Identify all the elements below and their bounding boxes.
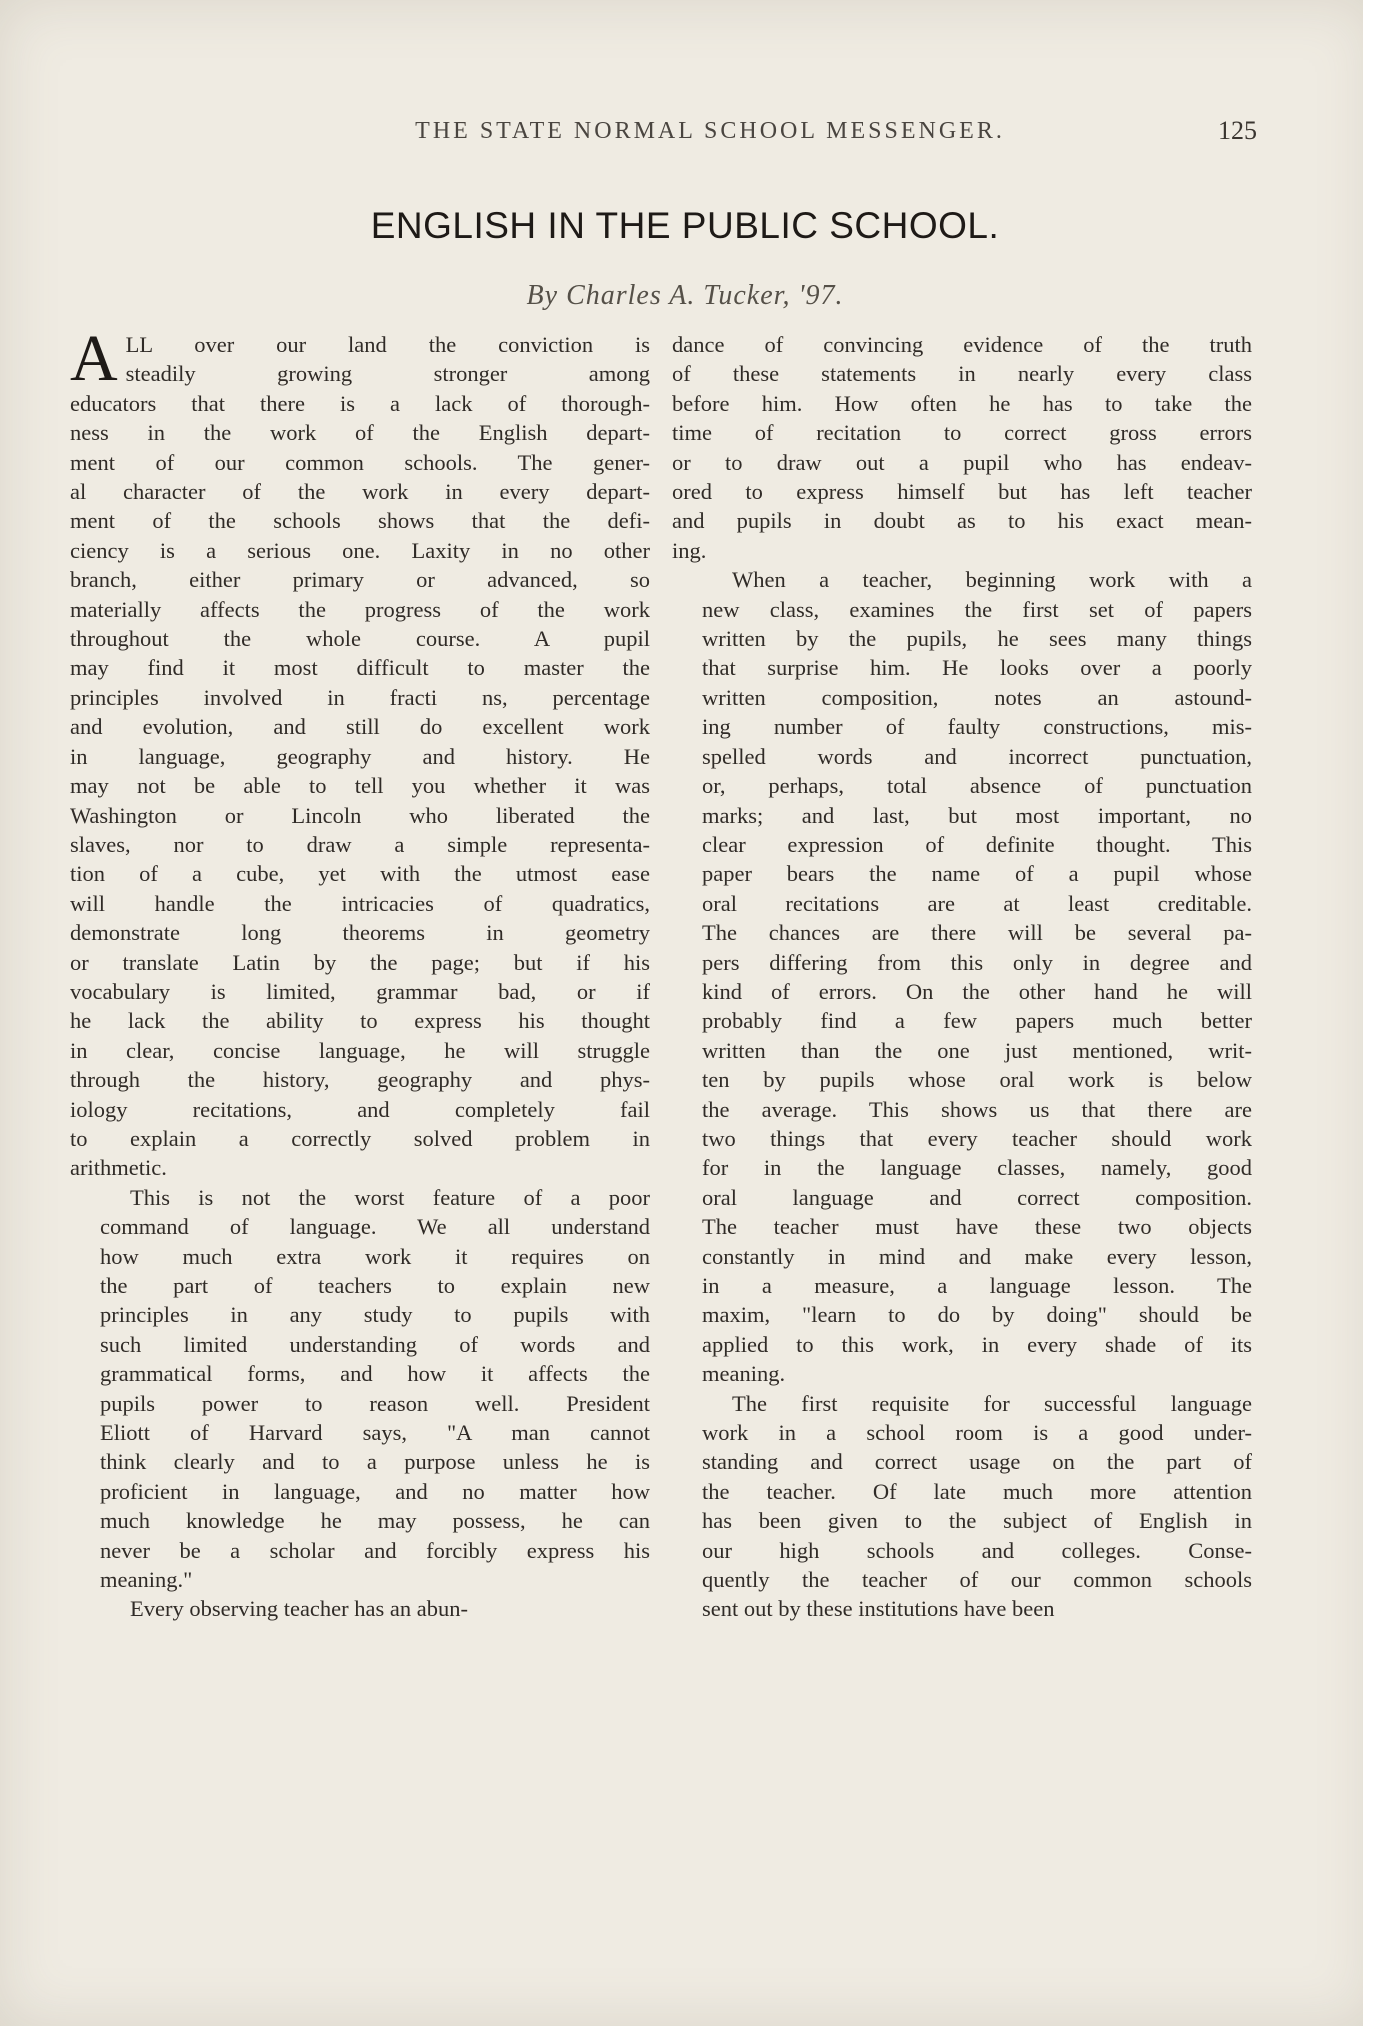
text-line: our high schools and colleges. Conse- [702, 1537, 1252, 1563]
text-line: principles involved in fracti ns, percentage [70, 684, 650, 710]
text-line: he lack the ability to express his thought [70, 1008, 650, 1034]
page-number: 125 [1218, 116, 1257, 145]
text-line: the part of teachers to explain new [100, 1273, 650, 1298]
text-line: through the history, geography and phys- [70, 1067, 650, 1093]
text-line: constantly in mind and make every lesson, [702, 1243, 1252, 1269]
text-line: grammatical forms, and how it affects the [100, 1361, 650, 1387]
text-line: ciency is a serious one. Laxity in no other [70, 537, 650, 563]
text-line: of these statements in nearly every class [672, 361, 1252, 387]
text-line: dance of convincing evidence of the truth [672, 332, 1252, 357]
text-line: proficient in language, and no matter how [100, 1478, 650, 1504]
text-line: in language, geography and history. He [70, 743, 650, 769]
page-edge [1363, 0, 1375, 2026]
text-line: or translate Latin by the page; but if his [70, 949, 650, 975]
text-line: time of recitation to correct gross errors [672, 420, 1252, 446]
text-line: When a teacher, beginning work with a [732, 567, 1252, 593]
running-head: THE STATE NORMAL SCHOOL MESSENGER. [415, 118, 1005, 144]
text-line: oral language and correct composition. [702, 1184, 1252, 1210]
drop-cap: A [70, 322, 118, 395]
text-line: or to draw out a pupil who has endeav- [672, 449, 1252, 475]
text-line: Washington or Lincoln who liberated the [70, 802, 650, 828]
paragraph [672, 1389, 1252, 1624]
left-column [70, 322, 650, 1980]
text-line: that surprise him. He looks over a poorly [702, 655, 1252, 681]
text-line: quently the teacher of our common schools [702, 1567, 1252, 1593]
text-line: pers differing from this only in degree and [702, 949, 1252, 975]
text-line: ment of the schools shows that the defi- [70, 508, 650, 534]
text-line: ness in the work of the English depart- [70, 420, 650, 446]
text-line: such limited understanding of words and [100, 1331, 650, 1357]
text-line: steadily growing stronger among [125, 361, 650, 387]
text-line: This is not the worst feature of a poor [130, 1184, 650, 1210]
text-line: probably find a few papers much better [702, 1008, 1252, 1034]
text-line: branch, either primary or advanced, so [70, 567, 650, 593]
text-line: for in the language classes, namely, good [702, 1155, 1252, 1181]
text-line: the teacher. Of late much more attention [702, 1478, 1252, 1504]
text-line: marks; and last, but most important, no [702, 802, 1252, 828]
text-line: the average. This shows us that there are [702, 1096, 1252, 1122]
text-line: or, perhaps, total absence of punctuation [702, 773, 1252, 799]
text-line: pupils power to reason well. President [100, 1390, 650, 1416]
text-line: before him. How often he has to take the [672, 390, 1252, 416]
text-line: command of language. We all understand [100, 1214, 650, 1240]
text-line: tion of a cube, yet with the utmost ease [70, 861, 650, 887]
text-line: ment of our common schools. The gener- [70, 449, 650, 475]
text-line: written composition, notes an astound- [702, 684, 1252, 710]
text-line: The teacher must have these two objects [702, 1214, 1252, 1240]
text-line: and pupils in doubt as to his exact mean- [672, 508, 1252, 534]
text-line: kind of errors. On the other hand he will [702, 978, 1252, 1004]
text-line: educators that there is a lack of thorough- [70, 390, 650, 416]
text-line: how much extra work it requires on [100, 1243, 650, 1269]
text-line: ing. [672, 537, 707, 563]
text-line: vocabulary is limited, grammar bad, or if [70, 978, 650, 1004]
paragraph [672, 565, 1252, 1388]
text-line: materially affects the progress of the work [70, 596, 650, 622]
text-line: will handle the intricacies of quadratics, [70, 890, 650, 916]
text-line: standing and correct usage on the part of [702, 1449, 1252, 1475]
text-line: slaves, nor to draw a simple representa- [70, 831, 650, 857]
text-line: to explain a correctly solved problem in [70, 1125, 650, 1151]
text-line: in clear, concise language, he will struggle [70, 1037, 650, 1063]
article-byline: By Charles A. Tucker, '97. [526, 280, 844, 311]
text-line: written by the pupils, he sees many things [702, 626, 1252, 652]
paragraph [70, 322, 650, 1183]
text-line: ing number of faulty constructions, mis- [702, 714, 1252, 740]
text-line: sent out by these institutions have been [702, 1596, 1055, 1622]
right-column [672, 330, 1252, 1980]
text-line: written than the one just mentioned, writ- [702, 1037, 1252, 1063]
paragraph [672, 330, 1252, 565]
text-line: has been given to the subject of English in [702, 1508, 1252, 1534]
text-line: ten by pupils whose oral work is below [702, 1067, 1252, 1093]
text-line: work in a school room is a good under- [702, 1420, 1252, 1446]
text-line: much knowledge he may possess, he can [100, 1508, 650, 1534]
paragraph [70, 1183, 650, 1595]
text-line: The first requisite for successful language [732, 1390, 1252, 1416]
text-line: al character of the work in every depart- [70, 479, 650, 505]
text-line: maxim, "learn to do by doing" should be [702, 1302, 1252, 1328]
text-line: two things that every teacher should work [702, 1125, 1252, 1151]
article-title: ENGLISH IN THE PUBLIC SCHOOL. [370, 205, 1000, 246]
text-line: oral recitations are at least creditable. [702, 890, 1252, 916]
text-line: throughout the whole course. A pupil [70, 626, 650, 652]
text-line: meaning." [100, 1567, 193, 1593]
text-line: may find it most difficult to master the [70, 655, 650, 681]
text-line: spelled words and incorrect punctuation, [702, 743, 1252, 769]
text-line: principles in any study to pupils with [100, 1302, 650, 1328]
text-line: Every observing teacher has an abun- [130, 1596, 468, 1622]
text-line: never be a scholar and forcibly express his [100, 1537, 650, 1563]
text-line: in a measure, a language lesson. The [702, 1273, 1252, 1298]
text-line: LL over our land the conviction is [125, 332, 650, 357]
text-line: applied to this work, in every shade of its [702, 1331, 1252, 1357]
text-line: arithmetic. [70, 1155, 167, 1181]
text-line: and evolution, and still do excellent work [70, 714, 650, 740]
text-line: iology recitations, and completely fail [70, 1096, 650, 1122]
text-line: Eliott of Harvard says, "A man cannot [100, 1420, 650, 1446]
text-line: demonstrate long theorems in geometry [70, 920, 650, 946]
text-line: think clearly and to a purpose unless he is [100, 1449, 650, 1475]
text-line: The chances are there will be several pa- [702, 920, 1252, 946]
text-line: clear expression of definite thought. This [702, 831, 1252, 857]
text-line: paper bears the name of a pupil whose [702, 861, 1252, 887]
paragraph [70, 1594, 650, 1623]
text-line: new class, examines the first set of papers [702, 596, 1252, 622]
text-line: meaning. [702, 1361, 786, 1387]
text-line: ored to express himself but has left teacher [672, 479, 1252, 505]
text-line: may not be able to tell you whether it was [70, 773, 650, 799]
